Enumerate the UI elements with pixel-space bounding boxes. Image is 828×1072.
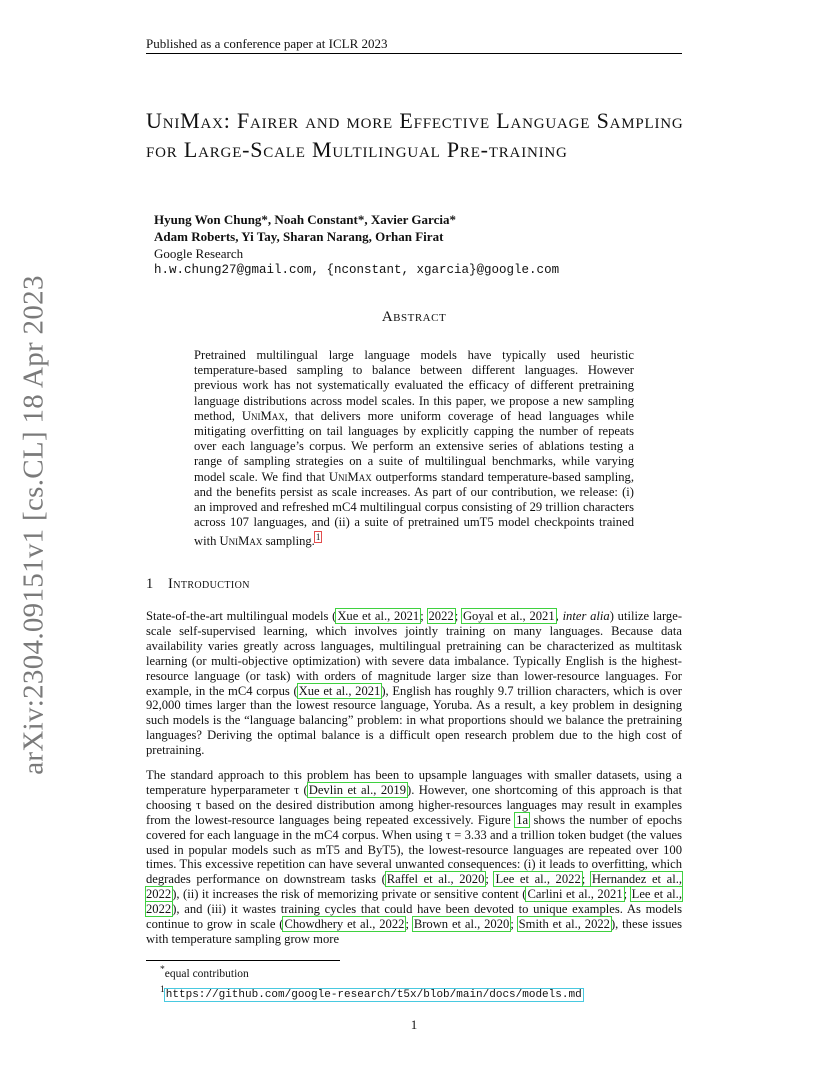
citation-devlin-2019[interactable]: Devlin et al., 2019 [308, 782, 407, 797]
citation-xue-2022[interactable]: 2022 [428, 609, 454, 623]
footnote-url-link[interactable]: https://github.com/google-research/t5x/blob/main/docs/models.md [165, 988, 582, 1001]
citation-lee-2022[interactable]: Lee et al., 2022 [495, 872, 581, 887]
author-line-2: Adam Roberts, Yi Tay, Sharan Narang, Orhan Firat [154, 229, 444, 244]
footnote-1 [160, 962, 680, 982]
footnote-rule [146, 960, 340, 961]
text: ; [510, 917, 518, 932]
inter-alia: inter alia [562, 609, 610, 623]
unimax-term-2: UniMax [328, 469, 372, 484]
text: ), (ii) it increases the risk of memorizing private or sensitive content ( [172, 887, 527, 902]
footnote-ref-1[interactable]: 1 [315, 532, 321, 543]
author-emails: h.w.chung27@gmail.com, {nconstant, xgarcia}@google.com [154, 263, 560, 277]
text: ). However, one shortcoming of this approach is that choosing τ based on the desired distribution among higher-resources languages may result in examples from the lowest-resource languages being repeated excessively. Figure [146, 782, 682, 827]
abstract-text-4: sampling. [262, 534, 315, 549]
text: ) utilize large-scale self-supervised learning, which involves jointly training on many languages. Because data availability varies greatly across languages, multilingual pretraining can be characterized as multitask learning (or multi-objective optimization) with severe data imbalance. Typically English is the highest-resource language (or task) with orders of magnitude larger size than lower-resource languages. For example, in the mC4 corpus ( [146, 609, 683, 698]
abstract-body [194, 348, 634, 550]
citation-xue-2021b[interactable]: Xue et al., 2021 [298, 683, 381, 698]
text: ; [623, 887, 631, 902]
header-rule [146, 53, 682, 54]
text: ), and (iii) it wastes training cycles that could have been devoted to unique examples. As models continue to grow in scale ( [146, 902, 682, 932]
citation-lee-2022b[interactable]: Lee et al., 2022 [146, 887, 682, 917]
unimax-term-1: UniMax [241, 408, 285, 423]
author-line-1: Hyung Won Chung*, Noah Constant*, Xavier Garcia* [154, 212, 456, 227]
intro-paragraph-1 [146, 609, 682, 758]
citation-brown-2020[interactable]: Brown et al., 2020 [413, 917, 510, 932]
abstract-heading: Abstract [381, 309, 447, 325]
unimax-term-3: UniMax [219, 534, 263, 549]
arxiv-identifier: arXiv:2304.09151v1 [cs.CL] 18 Apr 2023 [17, 275, 50, 775]
section-title: Introduction [168, 576, 250, 592]
citation-raffel-2020[interactable]: Raffel et al., 2020 [386, 872, 485, 887]
abstract-text-2: , that delivers more uniform coverage of head languages while mitigating overfitting on tail languages by explicitly capping the number of repeats over each language’s corpus. We perform an extensive series of ablations testing a range of sampling strategies on a suite of multilingual benchmarks, while varying model scale. We find that [194, 408, 634, 484]
running-header: Published as a conference paper at ICLR 2023 [146, 36, 388, 51]
figure-ref-1a[interactable]: 1a [516, 812, 529, 827]
footnote-mark: 1 [160, 983, 165, 995]
affiliation: Google Research [154, 246, 244, 261]
citation-hernandez-2022[interactable]: Hernandez et al., 2022 [146, 872, 682, 902]
author-block [154, 211, 674, 279]
text: State-of-the-art multilingual models ( [146, 609, 337, 623]
intro-paragraph-2 [146, 768, 682, 947]
abstract-text-1: Pretrained multilingual large language models have typically used heuristic temperature-based sampling to balance between different languages. However previous work has not systematically evaluated the efficacy of different pretraining language distributions across model scales. In this paper, we propose a new sampling method, [194, 348, 634, 423]
text: ; [485, 872, 495, 887]
paper-title: UniMax: Fairer and more Effective Language Sampling for Large-Scale Multilingual Pre-training [146, 108, 684, 162]
citation-carlini-2021[interactable]: Carlini et al., 2021 [527, 887, 623, 902]
text: ; [454, 609, 462, 623]
section-number: 1 [146, 576, 154, 592]
footnotes [160, 962, 680, 1003]
section-heading-introduction [146, 576, 250, 593]
text: The standard approach to this problem has been to upsample languages with smaller datasets, using a temperature hyperparameter τ ( [146, 768, 682, 797]
citation-smith-2022[interactable]: Smith et al., 2022 [518, 917, 610, 932]
footnote-mark: * [160, 964, 165, 975]
text: ; [420, 609, 428, 623]
footnote-text: equal contribution [164, 967, 249, 980]
page-number: 1 [410, 1017, 418, 1032]
abstract-text-3: outperforms standard temperature-based sampling, and the benefits persist as scale increases. As part of our contribution, we release: (i) an improved and refreshed mC4 multilingual corpus consisting of 29 trillion characters across 107 languages, and (ii) a suite of pretrained umT5 model checkpoints trained with [194, 469, 635, 549]
citation-goyal-2021[interactable]: Goyal et al., 2021 [462, 609, 555, 623]
text: ), English has roughly 9.7 trillion characters, which is over 92,000 times larger than the lowest resource language, Yoruba. As a result, a key problem in designing such models is the “language balancing” problem: in what proportions should we balance the pretraining languages? Deriving the optimal balance is a difficult open research problem due to the high cost of pretraining. [146, 683, 683, 758]
text: shows the number of epochs covered for each language in the mC4 corpus. When using τ = 3.33 and a trillion token budget (the values used in popular models such as mT5 and ByT5), the lowest-resource languages are repeated over 100 times. This excessive repetition can have several unwanted consequences: (i) it leads to overfitting, which degrades performance on downstream tasks ( [146, 812, 682, 887]
text: ; [405, 917, 413, 932]
citation-chowdhery-2022[interactable]: Chowdhery et al., 2022 [284, 917, 405, 932]
footnote-2 [160, 982, 680, 1003]
text: ), these issues with temperature sampling grow more [146, 917, 682, 946]
text: ; [581, 872, 591, 887]
text: , [555, 609, 563, 623]
citation-xue-2021[interactable]: Xue et al., 2021 [337, 609, 420, 623]
